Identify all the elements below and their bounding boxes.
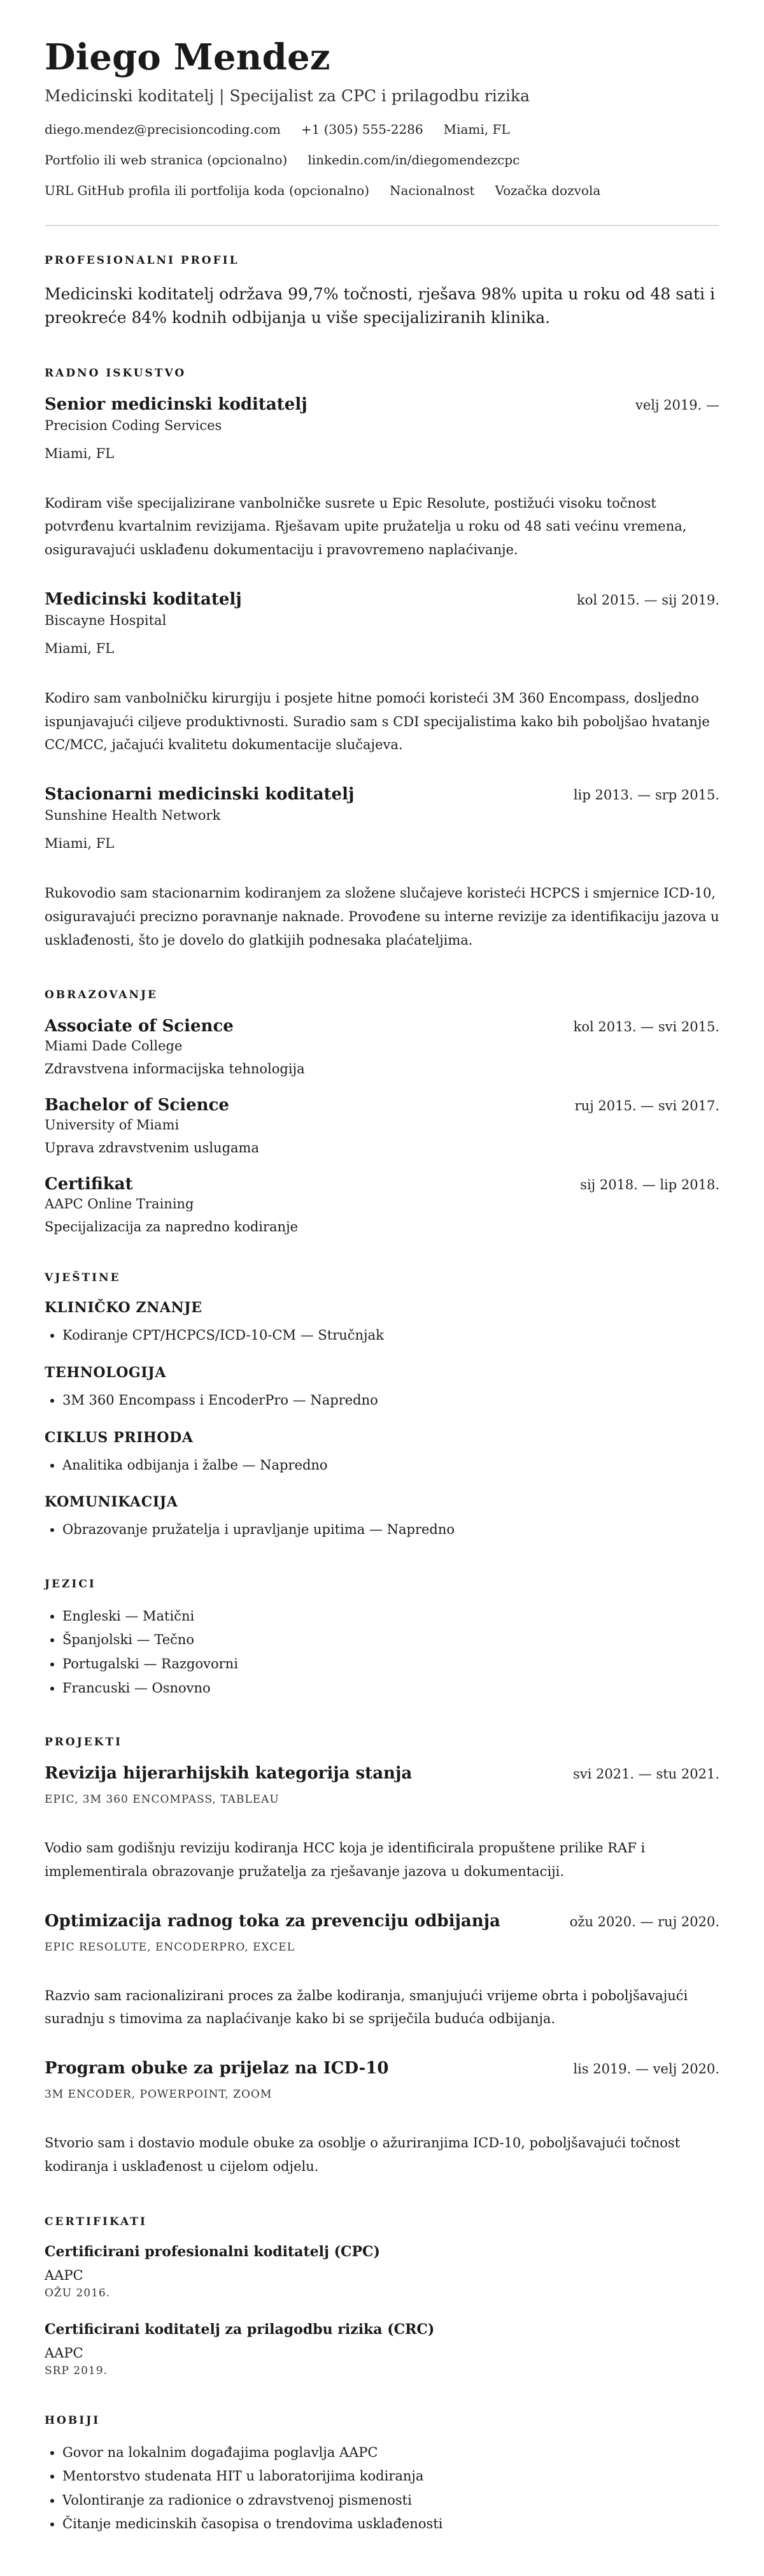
skill-group <box>45 1364 719 1412</box>
contact-row-3 <box>45 183 719 198</box>
project-dates: svi 2021. — stu 2021. <box>572 1766 719 1782</box>
certificate-date: SRP 2019. <box>45 2364 108 2377</box>
experience-item <box>45 785 719 952</box>
project-tech: EPIC, 3M 360 ENCOMPASS, TABLEAU <box>45 1793 279 1807</box>
degree-dates: ruj 2015. — svi 2017. <box>574 1098 719 1114</box>
skill-category: CIKLUS PRIHODA <box>45 1429 194 1446</box>
contact-row-2 <box>45 152 719 168</box>
skills-section <box>45 1271 719 1540</box>
projects-section <box>45 1736 719 2179</box>
candidate-name: Diego Mendez <box>45 36 330 78</box>
project-item <box>45 1764 719 1884</box>
project-tech: 3M ENCODER, POWERPOINT, ZOOM <box>45 2088 272 2101</box>
skill-group <box>45 1429 719 1477</box>
language-item: • Portugalski — Razgovorni <box>62 1654 719 1675</box>
hobby-item: • Mentorstvo studenata HIT u laboratorijima kodiranja <box>62 2466 719 2487</box>
project-dates: ožu 2020. — ruj 2020. <box>569 1914 719 1929</box>
school-name: University of Miami <box>45 1117 180 1133</box>
skills-heading: VJEŠTINE <box>45 1271 121 1285</box>
certificate-item <box>45 2243 719 2300</box>
job-company: Precision Coding Services <box>45 417 222 433</box>
project-name: Optimizacija radnog toka za prevenciju odbijanja <box>45 1911 500 1931</box>
language-item: • Španjolski — Tečno <box>62 1629 719 1651</box>
skill-item: • 3M 360 Encompass i EncoderPro — Napredno <box>62 1390 719 1412</box>
job-description: Kodiram više specijalizirane vanbolničke susrete u Epic Resolute, postižući visoku točnost potvrđenu kvartalnim revizijama. Rješavam upite pružatelja u roku od 48 sati većinu vremena, osiguravajući usklađenu dokumentaciju i pravovremeno naplaćivanje. <box>45 495 687 558</box>
education-item <box>45 1096 719 1156</box>
education-item <box>45 1017 719 1077</box>
project-name: Program obuke za prijelaz na ICD-10 <box>45 2059 389 2079</box>
skill-category: TEHNOLOGIJA <box>45 1364 166 1381</box>
education-heading: OBRAZOVANJE <box>45 989 159 1002</box>
school-name: Miami Dade College <box>45 1038 183 1054</box>
skill-item: • Analitika odbijanja i žalbe — Napredno <box>62 1455 719 1477</box>
hobbies-section <box>45 2414 719 2535</box>
job-title: Medicinski koditatelj <box>45 589 242 609</box>
hobby-item: • Govor na lokalnim događajima poglavlja AAPC <box>62 2442 719 2464</box>
study-field: Specijalizacija za napredno kodiranje <box>45 1219 299 1235</box>
degree-title: Associate of Science <box>45 1017 234 1036</box>
study-field: Zdravstvena informacijska tehnologija <box>45 1061 305 1077</box>
certificates-heading: CERTIFIKATI <box>45 2215 147 2228</box>
contact-row-1 <box>45 122 719 137</box>
certificate-name: Certificirani profesionalni koditatelj (CPC) <box>45 2243 380 2260</box>
certificate-name: Certificirani koditatelj za prilagodbu rizika (CRC) <box>45 2321 435 2338</box>
job-company: Biscayne Hospital <box>45 612 167 628</box>
contact-nationality: Nacionalnost <box>390 182 475 198</box>
education-item <box>45 1175 719 1234</box>
job-location: Miami, FL <box>45 445 115 461</box>
profile-summary: Medicinski koditatelj održava 99,7% točnosti, rješava 98% upita u roku od 48 sati i preokreće 84% kodnih odbijanja u više specijaliziranih klinika. <box>45 284 715 327</box>
school-name: AAPC Online Training <box>45 1196 194 1212</box>
profile-section <box>45 254 719 330</box>
skill-group <box>45 1299 719 1347</box>
job-dates: kol 2015. — sij 2019. <box>576 592 719 608</box>
project-item <box>45 2059 719 2179</box>
certificate-item <box>45 2321 719 2377</box>
hobby-item: • Čitanje medicinskih časopisa o trendovima usklađenosti <box>62 2514 719 2535</box>
project-description: Stvorio sam i dostavio module obuke za osoblje o ažuriranjima ICD-10, poboljšavajući točnost kodiranja i usklađenost u cijelom odjelu. <box>45 2135 681 2174</box>
languages-section <box>45 1578 719 1699</box>
job-title: Stacionarni medicinski koditatelj <box>45 785 355 805</box>
contact-email[interactable]: diego.mendez@precisioncoding.com <box>45 121 281 137</box>
skill-category: KOMUNIKACIJA <box>45 1494 178 1511</box>
languages-heading: JEZICI <box>45 1577 96 1591</box>
skill-item: • Obrazovanje pružatelja i upravljanje upitima — Napredno <box>62 1519 719 1541</box>
header-divider <box>45 225 719 226</box>
project-item <box>45 1912 719 2031</box>
profile-heading: PROFESIONALNI PROFIL <box>45 254 239 267</box>
certificate-date: OŽU 2016. <box>45 2286 111 2300</box>
job-dates: velj 2019. — <box>635 397 719 413</box>
hobbies-list <box>45 2442 719 2535</box>
contact-linkedin[interactable]: linkedin.com/in/diegomendezcpc <box>308 152 520 168</box>
job-location: Miami, FL <box>45 836 115 852</box>
resume-header <box>45 38 719 198</box>
job-location: Miami, FL <box>45 640 115 656</box>
project-name: Revizija hijerarhijskih kategorija stanja <box>45 1764 413 1784</box>
contact-drivers-license: Vozačka dozvola <box>495 182 601 198</box>
certificate-issuer: AAPC <box>45 2267 83 2283</box>
education-section <box>45 989 719 1234</box>
projects-heading: PROJEKTI <box>45 1736 123 1749</box>
degree-dates: sij 2018. — lip 2018. <box>580 1177 719 1193</box>
contact-portfolio[interactable]: Portfolio ili web stranica (opcionalno) <box>45 152 288 168</box>
job-description: Kodiro sam vanbolničku kirurgiju i posjete hitne pomoći koristeći 3M 360 Encompass, dosljedno ispunjavajući ciljeve produktivnosti. Suradio sam s CDI specijalistima kako bih poboljšao hvatanje CC/MCC, jačajući kvalitetu dokumentacije slučajeva. <box>45 690 710 753</box>
language-item: • Francuski — Osnovno <box>62 1678 719 1699</box>
hobbies-heading: HOBIJI <box>45 2414 101 2427</box>
skill-item: • Kodiranje CPT/HCPCS/ICD-10-CM — Stručnjak <box>62 1325 719 1347</box>
experience-item <box>45 395 719 562</box>
project-description: Razvio sam racionalizirani proces za žalbe kodiranja, smanjujući vrijeme obrta i poboljšavajući suradnju s timovima za naplaćivanje kako bi se spriječila buduća odbijanja. <box>45 1987 688 2027</box>
job-dates: lip 2013. — srp 2015. <box>573 787 719 803</box>
contact-phone[interactable]: +1 (305) 555-2286 <box>301 121 423 137</box>
project-tech: EPIC RESOLUTE, ENCODERPRO, EXCEL <box>45 1940 295 1954</box>
degree-title: Bachelor of Science <box>45 1096 229 1115</box>
project-dates: lis 2019. — velj 2020. <box>573 2061 719 2077</box>
language-item: • Engleski — Matični <box>62 1606 719 1628</box>
degree-dates: kol 2013. — svi 2015. <box>573 1019 719 1035</box>
contact-github[interactable]: URL GitHub profila ili portfolija koda (opcionalno) <box>45 182 370 198</box>
study-field: Uprava zdravstvenim uslugama <box>45 1140 259 1156</box>
languages-list <box>45 1606 719 1699</box>
project-description: Vodio sam godišnju reviziju kodiranja HCC koja je identificirala propuštene prilike RAF i implementirala obrazovanje pružatelja za rješavanje jazova u dokumentaciji. <box>45 1840 646 1879</box>
certificates-section <box>45 2215 719 2377</box>
job-title: Senior medicinski koditatelj <box>45 394 308 414</box>
job-description: Rukovodio sam stacionarnim kodiranjem za složene slučajeve koristeći HCPCS i smjernice ICD-10, osiguravajući precizno poravnanje naknade. Provođene su interne revizije za identifikaciju jazova u usklađenosti, što je dovelo do glatkijih podnesaka plaćateljima. <box>45 885 719 948</box>
certificate-issuer: AAPC <box>45 2345 83 2361</box>
hobby-item: • Volontiranje za radionice o zdravstvenoj pismenosti <box>62 2490 719 2512</box>
skill-category: KLINIČKO ZNANJE <box>45 1299 202 1317</box>
experience-item <box>45 590 719 757</box>
experience-section <box>45 367 719 952</box>
candidate-headline: Medicinski koditatelj | Specijalist za CPC i prilagodbu rizika <box>45 86 530 105</box>
skill-group <box>45 1494 719 1541</box>
experience-heading: RADNO ISKUSTVO <box>45 366 187 380</box>
degree-title: Certifikat <box>45 1175 133 1194</box>
job-company: Sunshine Health Network <box>45 808 221 824</box>
contact-location: Miami, FL <box>443 121 510 137</box>
